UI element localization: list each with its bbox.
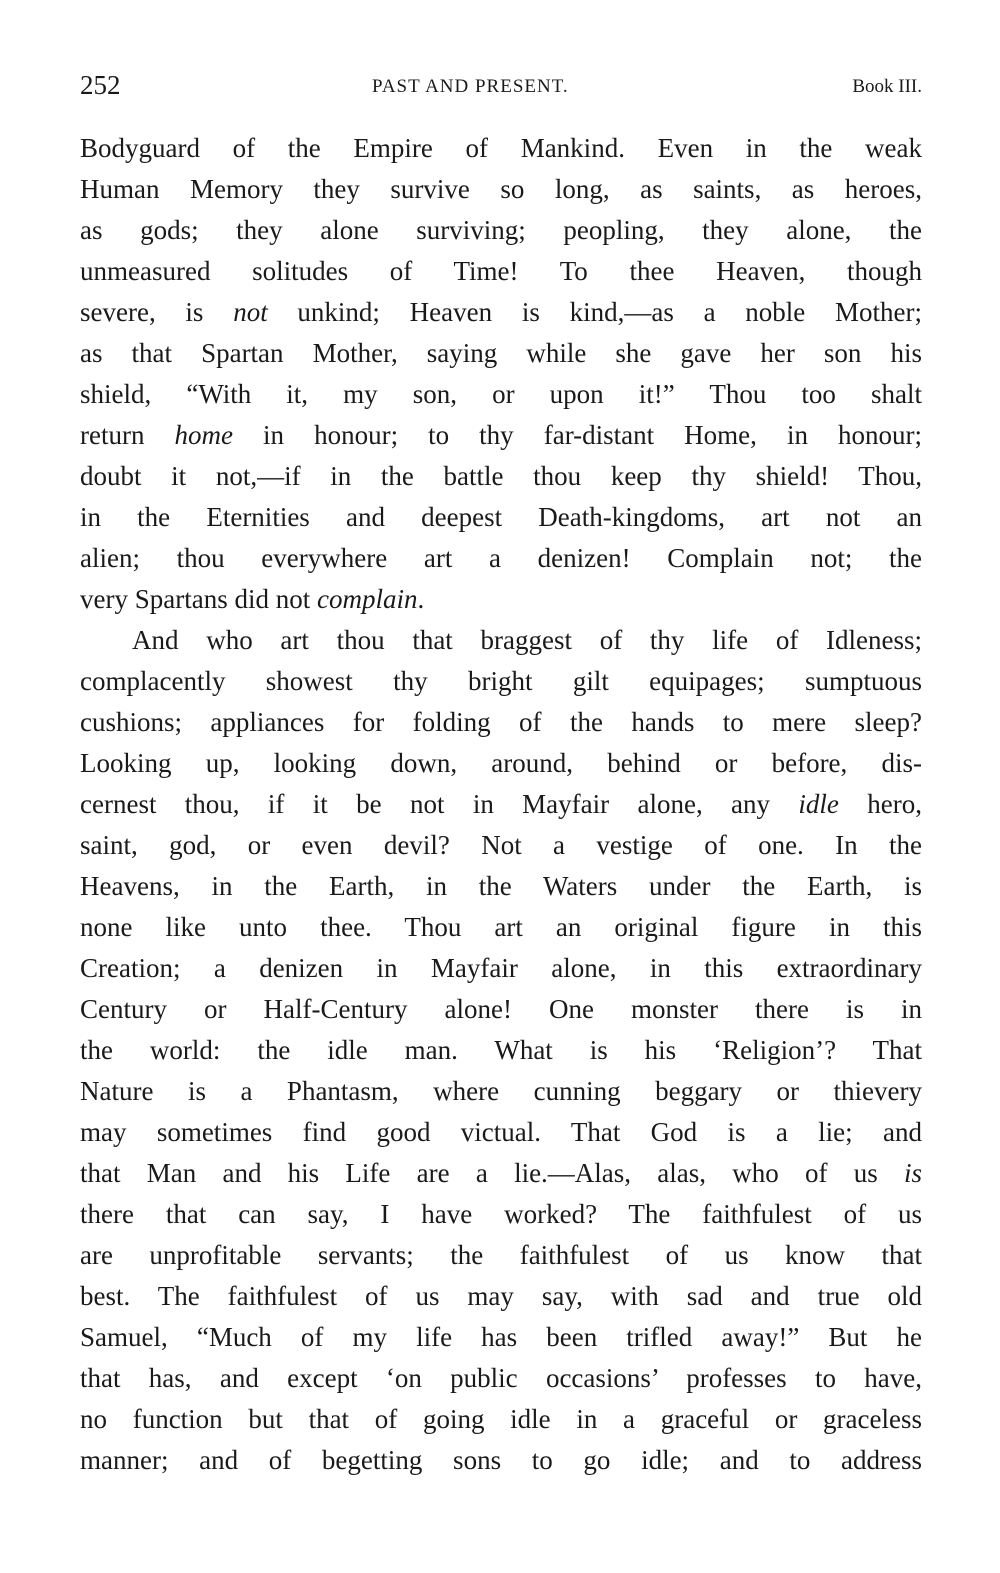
text-line (80, 1194, 922, 1235)
text-line (80, 333, 922, 374)
text-segment: Creation; a denizen in Mayfair alone, in this extraordinary (80, 953, 922, 983)
text-line (80, 1317, 922, 1358)
italic-word: home (174, 420, 233, 450)
text-line (80, 1440, 922, 1481)
text-segment: complacently showest thy bright gilt equipages; sumptuous (80, 666, 922, 696)
text-segment: are unprofitable servants; the faithfulest of us know that (80, 1240, 922, 1270)
text-line (80, 1358, 922, 1399)
text-segment: none like unto thee. Thou art an original figure in this (80, 912, 922, 942)
text-segment: Heavens, in the Earth, in the Waters under the Earth, is (80, 871, 922, 901)
text-line (80, 1235, 922, 1276)
page-number: 252 (80, 70, 121, 100)
body-text (80, 128, 922, 1481)
paragraph-first-line (80, 620, 922, 661)
italic-word: is (903, 1158, 922, 1188)
italic-word: not (233, 297, 268, 327)
text-segment: Century or Half-Century alone! One monster there is in (80, 994, 922, 1024)
text-line (80, 169, 922, 210)
text-segment: And who art thou that braggest of thy life of Idleness; (132, 625, 922, 655)
text-segment: hero, (838, 789, 922, 819)
text-segment: in honour; to thy far-distant Home, in honour; (233, 420, 922, 450)
text-line (80, 702, 922, 743)
text-line (80, 907, 922, 948)
text-segment: that Man and his Life are a lie.—Alas, alas, who of us (80, 1158, 904, 1188)
text-line (80, 415, 922, 456)
text-segment: manner; and of begetting sons to go idle; and to address (80, 1445, 922, 1475)
text-line (80, 579, 922, 620)
text-line (80, 743, 922, 784)
text-segment: . (417, 584, 425, 614)
text-segment: unmeasured solitudes of Time! To thee Heaven, though (80, 256, 922, 286)
text-segment: shield, “With it, my son, or upon it!” Thou too shalt (80, 379, 922, 409)
text-segment: may sometimes find good victual. That God is a lie; and (80, 1117, 922, 1147)
text-line (80, 1071, 922, 1112)
text-segment: as that Spartan Mother, saying while she gave her son his (80, 338, 922, 368)
text-segment: Looking up, looking down, around, behind or before, dis- (80, 748, 922, 778)
text-segment: in the Eternities and deepest Death-kingdoms, art not an (80, 502, 922, 532)
text-segment: best. The faithfulest of us may say, with sad and true old (80, 1281, 922, 1311)
text-line (80, 948, 922, 989)
text-segment: return (80, 420, 175, 450)
text-segment: the world: the idle man. What is his ‘Religion’? That (80, 1035, 922, 1065)
text-segment: doubt it not,—if in the battle thou keep thy shield! Thou, (80, 461, 922, 491)
text-line (80, 210, 922, 251)
book-label: Book III. (852, 76, 922, 97)
text-segment: unkind; Heaven is kind,—as a noble Mother; (267, 297, 922, 327)
text-line (80, 1276, 922, 1317)
text-segment: Samuel, “Much of my life has been trifled away!” But he (80, 1322, 922, 1352)
text-segment: saint, god, or even devil? Not a vestige of one. In the (80, 830, 922, 860)
text-segment: Human Memory they survive so long, as saints, as heroes, (80, 174, 922, 204)
text-segment: very Spartans did not (80, 584, 317, 614)
text-segment: there that can say, I have worked? The faithfulest of us (80, 1199, 922, 1229)
text-segment: no function but that of going idle in a graceful or graceless (80, 1404, 922, 1434)
text-segment: as gods; they alone surviving; peopling, they alone, the (80, 215, 922, 245)
text-segment: alien; thou everywhere art a denizen! Complain not; the (80, 543, 922, 573)
text-line (80, 538, 922, 579)
text-line (80, 497, 922, 538)
text-segment: Bodyguard of the Empire of Mankind. Even in the weak (80, 133, 922, 163)
text-line (80, 1112, 922, 1153)
italic-word: complain (316, 584, 418, 614)
text-segment: that has, and except ‘on public occasions’ professes to have, (80, 1363, 922, 1393)
text-line (80, 251, 922, 292)
running-title: PAST AND PRESENT. (372, 76, 569, 97)
text-line (80, 1030, 922, 1071)
text-line (80, 784, 922, 825)
text-segment: cushions; appliances for folding of the hands to mere sleep? (80, 707, 922, 737)
text-line (80, 661, 922, 702)
text-line (80, 866, 922, 907)
text-line (80, 989, 922, 1030)
text-line (80, 374, 922, 415)
running-header (80, 70, 922, 110)
text-segment: cernest thou, if it be not in Mayfair alone, any (80, 789, 799, 819)
text-segment: Nature is a Phantasm, where cunning beggary or thievery (80, 1076, 922, 1106)
text-line (80, 1153, 922, 1194)
text-line (80, 825, 922, 866)
text-line (80, 292, 922, 333)
text-line (80, 1399, 922, 1440)
text-segment: severe, is (80, 297, 234, 327)
italic-word: idle (798, 789, 839, 819)
text-line (80, 456, 922, 497)
text-line (80, 128, 922, 169)
